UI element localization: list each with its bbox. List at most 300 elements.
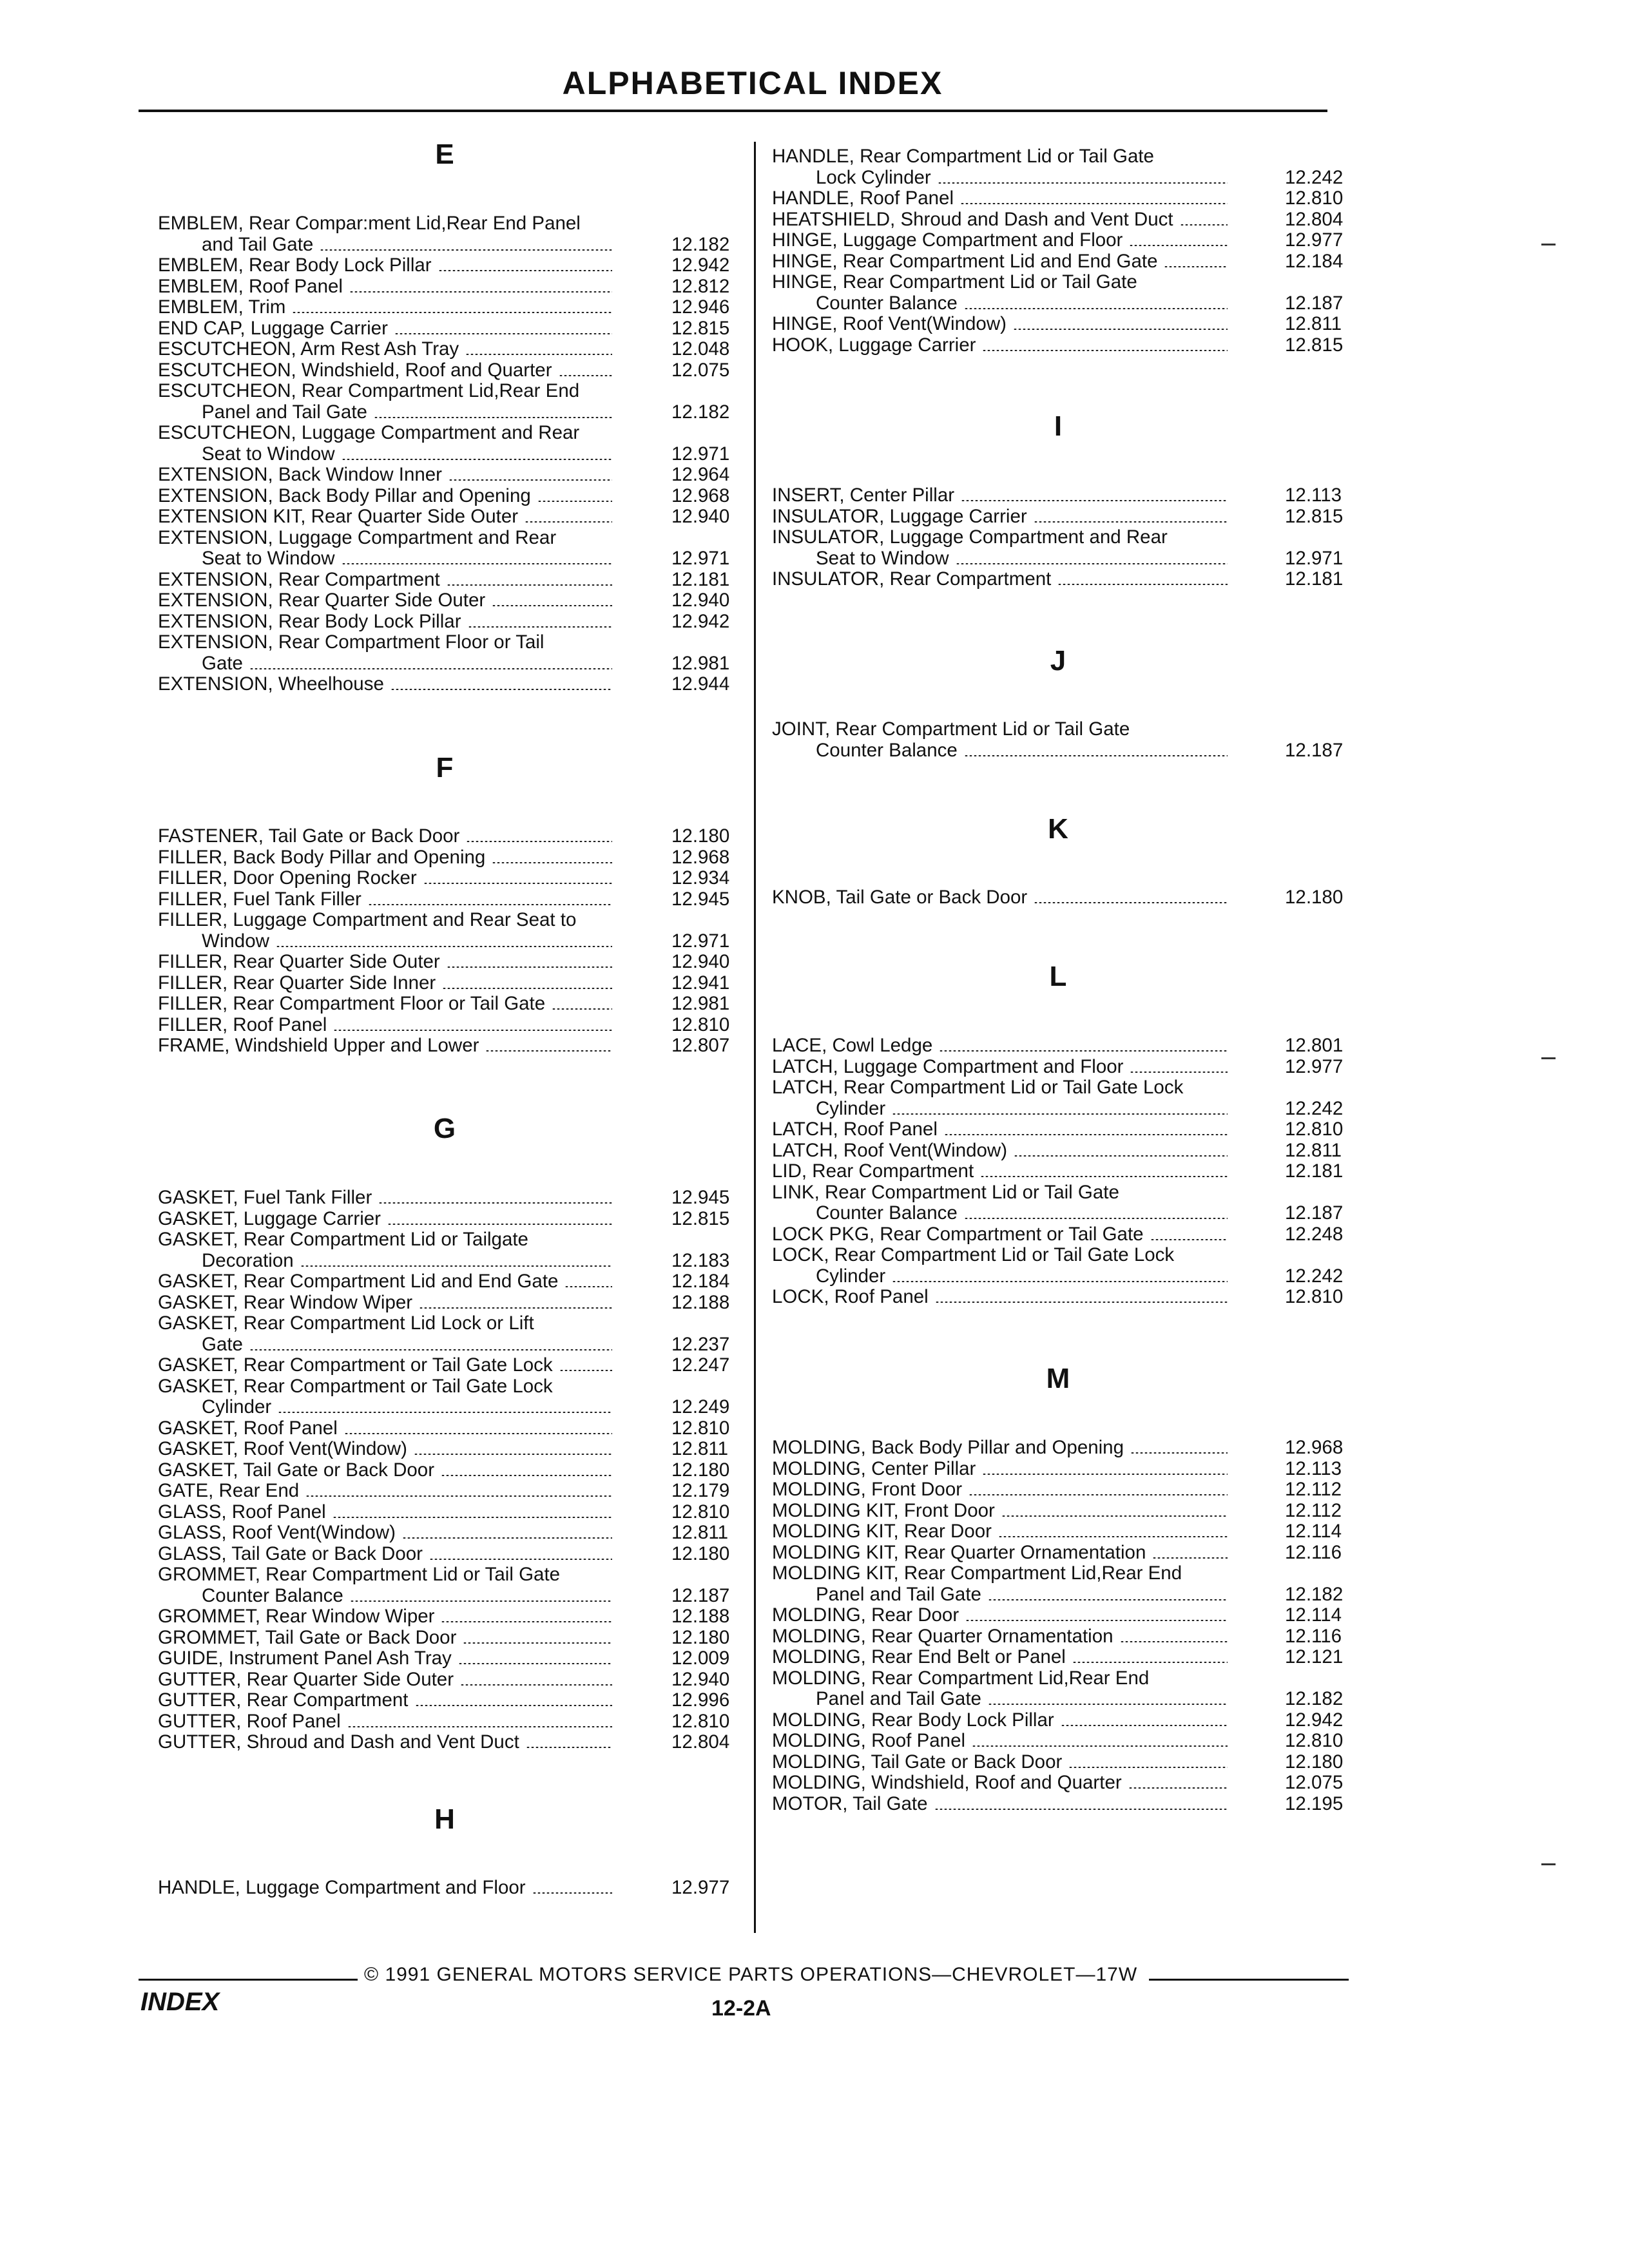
entry-page-number: 12.247 <box>671 1354 730 1376</box>
column-divider <box>754 142 756 1933</box>
entry-description-continued: Counter Balance <box>816 292 958 314</box>
dot-leader <box>249 668 612 669</box>
entry-description: EXTENSION, Rear Compartment Floor or Tail <box>158 631 545 653</box>
dot-leader <box>465 354 612 355</box>
entry-page-number: 12.940 <box>671 590 730 611</box>
index-entry <box>772 1500 1362 1521</box>
entry-page-number: 12.048 <box>671 338 730 360</box>
entry-page-number: 12.810 <box>671 1710 730 1732</box>
index-entry <box>158 972 749 994</box>
entry-page-number: 12.112 <box>1285 1499 1342 1521</box>
section-letter-m: M <box>1046 1363 1070 1394</box>
dot-leader <box>525 521 612 523</box>
dot-leader <box>320 249 612 251</box>
dot-leader <box>980 1176 1228 1177</box>
entry-description-continued: Counter Balance <box>816 739 958 761</box>
entry-page-number: 12.942 <box>671 255 730 276</box>
footer-rule-right <box>1149 1979 1349 1981</box>
entry-description-continued: Counter Balance <box>202 1584 343 1606</box>
index-entry <box>158 1669 749 1690</box>
index-entry <box>772 1286 1362 1307</box>
section-letter-i: I <box>1054 410 1063 442</box>
entry-page-number: 12.977 <box>1285 229 1344 251</box>
index-entry <box>772 209 1362 230</box>
index-entry <box>158 909 749 951</box>
entry-page-number: 12.180 <box>671 1459 730 1481</box>
index-entry <box>158 1312 749 1354</box>
index-entry <box>772 146 1362 187</box>
index-entry <box>158 1187 749 1208</box>
entry-description: LATCH, Rear Compartment Lid or Tail Gate Lock <box>772 1077 1184 1098</box>
index-entry <box>772 1119 1362 1140</box>
dot-leader <box>447 966 612 968</box>
entry-page-number: 12.116 <box>1285 1541 1342 1563</box>
entry-page-number: 12.811 <box>1285 1139 1342 1161</box>
index-entry <box>772 1160 1362 1182</box>
entry-description: HINGE, Rear Compartment Lid and End Gate <box>772 250 1158 272</box>
dot-leader <box>961 500 1228 501</box>
entry-description: KNOB, Tail Gate or Back Door <box>772 887 1028 908</box>
entry-description: GASKET, Roof Panel <box>158 1417 338 1439</box>
entry-page-number: 12.811 <box>671 1522 729 1543</box>
entry-description: LOCK PKG, Rear Compartment or Tail Gate <box>772 1223 1144 1245</box>
index-entry <box>158 1271 749 1292</box>
entry-description-continued: Panel and Tail Gate <box>816 1583 981 1605</box>
index-entry <box>772 485 1362 506</box>
index-entry <box>158 847 749 868</box>
entry-description: LATCH, Luggage Compartment and Floor <box>772 1055 1124 1077</box>
entry-description: HINGE, Rear Compartment Lid or Tail Gate <box>772 271 1137 293</box>
index-entry <box>158 1606 749 1627</box>
entry-page-number: 12.815 <box>671 317 730 339</box>
entry-page-number: 12.801 <box>1285 1035 1344 1056</box>
index-entry <box>158 506 749 527</box>
entry-description: GASKET, Rear Compartment Lid and End Gate <box>158 1271 559 1292</box>
index-entry <box>772 887 1362 908</box>
dot-leader <box>276 946 612 947</box>
dot-leader <box>1057 584 1228 585</box>
dot-leader <box>1001 1515 1228 1517</box>
entry-page-number: 12.188 <box>671 1291 730 1313</box>
entry-description: ESCUTCHEON, Rear Compartment Lid,Rear End <box>158 380 580 401</box>
entry-page-number: 12.940 <box>671 1668 730 1690</box>
entry-description: GROMMET, Tail Gate or Back Door <box>158 1626 457 1648</box>
entry-page-number: 12.981 <box>671 993 730 1014</box>
entry-page-number: 12.810 <box>1285 187 1344 209</box>
entry-description: MOLDING, Windshield, Roof and Quarter <box>772 1772 1122 1793</box>
index-entry <box>772 1646 1362 1667</box>
entry-description: GASKET, Rear Compartment or Tail Gate Lock <box>158 1375 553 1397</box>
dot-leader <box>988 1599 1228 1600</box>
dot-leader <box>1034 521 1228 523</box>
index-entry <box>158 1418 749 1439</box>
entry-description: INSULATOR, Luggage Compartment and Rear <box>772 526 1168 548</box>
entry-description: LID, Rear Compartment <box>772 1160 974 1182</box>
entry-page-number: 12.977 <box>671 1877 730 1898</box>
index-entry <box>772 271 1362 313</box>
entry-description: EXTENSION, Back Window Inner <box>158 464 443 485</box>
entry-description: ESCUTCHEON, Windshield, Roof and Quarter <box>158 359 552 381</box>
entry-page-number: 12.180 <box>671 1626 730 1648</box>
entry-description: MOLDING, Roof Panel <box>772 1730 966 1751</box>
index-entry <box>158 1627 749 1648</box>
entry-description: EMBLEM, Rear Compar:ment Lid,Rear End Panel <box>158 213 581 234</box>
entry-description: LACE, Cowl Ledge <box>772 1035 933 1056</box>
entry-page-number: 12.945 <box>671 1187 730 1208</box>
title-rule <box>139 110 1327 112</box>
index-entry <box>772 1458 1362 1479</box>
dot-leader <box>964 755 1228 756</box>
entry-page-number: 12.946 <box>671 296 730 318</box>
entry-description: LATCH, Roof Vent(Window) <box>772 1139 1008 1161</box>
entry-page-number: 12.981 <box>671 652 730 674</box>
dot-leader <box>1130 1452 1228 1454</box>
entry-page-number: 12.187 <box>1285 1202 1344 1224</box>
index-entry <box>158 1731 749 1753</box>
dot-leader <box>394 333 612 334</box>
entry-description: HINGE, Luggage Compartment and Floor <box>772 229 1123 251</box>
index-entry <box>772 1626 1362 1647</box>
entry-page-number: 12.811 <box>671 1438 729 1459</box>
entry-description: HINGE, Roof Vent(Window) <box>772 313 1007 334</box>
dot-leader <box>559 375 612 376</box>
dot-leader <box>305 1495 612 1497</box>
index-entry <box>772 1751 1362 1773</box>
dot-leader <box>300 1265 612 1267</box>
index-entry <box>158 1035 749 1056</box>
dot-leader <box>390 689 612 690</box>
entry-page-number: 12.944 <box>671 673 730 695</box>
index-entry <box>158 611 749 632</box>
dot-leader <box>988 1704 1228 1705</box>
dot-leader <box>939 1050 1228 1052</box>
entry-page-number: 12.181 <box>1285 1160 1344 1182</box>
entry-description: EXTENSION, Back Body Pillar and Opening <box>158 485 531 506</box>
entry-description: HANDLE, Luggage Compartment and Floor <box>158 1877 526 1898</box>
dot-leader <box>552 1008 612 1010</box>
index-entry <box>772 1035 1362 1056</box>
entry-page-number: 12.180 <box>1285 1751 1344 1773</box>
index-entry <box>772 506 1362 527</box>
entry-page-number: 12.237 <box>671 1333 730 1355</box>
index-entry <box>158 1480 749 1501</box>
index-entry <box>158 631 749 673</box>
dot-leader <box>441 1475 612 1476</box>
dot-leader <box>1061 1725 1228 1726</box>
dot-leader <box>349 291 612 293</box>
index-entry <box>158 1711 749 1732</box>
dot-leader <box>368 904 612 905</box>
index-entry <box>158 590 749 611</box>
entry-description: GUIDE, Instrument Panel Ash Tray <box>158 1648 452 1669</box>
entry-page-number: 12.113 <box>1285 485 1342 506</box>
index-entry <box>772 1709 1362 1731</box>
entry-description: MOLDING, Rear Quarter Ornamentation <box>772 1625 1113 1647</box>
index-entry <box>772 1077 1362 1119</box>
index-entry <box>158 255 749 276</box>
entry-page-number: 12.971 <box>671 930 730 952</box>
entry-description: HANDLE, Rear Compartment Lid or Tail Gate <box>772 146 1154 167</box>
dot-leader <box>982 1474 1228 1475</box>
section-letter-l: L <box>1049 961 1067 992</box>
section-letter-f: F <box>436 752 454 783</box>
index-entry <box>158 1292 749 1313</box>
dot-leader <box>526 1747 612 1748</box>
entry-page-number: 12.811 <box>1285 313 1342 334</box>
index-entry <box>158 1459 749 1481</box>
dot-leader <box>485 1050 612 1052</box>
entry-description-continued: Cylinder <box>816 1097 886 1119</box>
dot-leader <box>333 1517 612 1518</box>
entry-page-number: 12.810 <box>671 1501 730 1523</box>
entry-description: GATE, Rear End <box>158 1480 300 1501</box>
dot-leader <box>1034 902 1228 903</box>
index-entry <box>772 334 1362 356</box>
index-entry <box>158 1501 749 1523</box>
entry-page-number: 12.187 <box>671 1584 730 1606</box>
entry-description: END CAP, Luggage Carrier <box>158 317 388 339</box>
index-entry <box>772 251 1362 272</box>
dot-leader <box>1068 1767 1228 1768</box>
entry-description: GASKET, Rear Compartment Lid or Tailgate <box>158 1229 528 1250</box>
index-entry <box>158 569 749 590</box>
dot-leader <box>965 1620 1228 1621</box>
entry-description-continued: Counter Balance <box>816 1202 958 1224</box>
entry-page-number: 12.188 <box>671 1606 730 1627</box>
entry-page-number: 12.183 <box>671 1249 730 1271</box>
index-entry <box>772 1772 1362 1793</box>
entry-description: GLASS, Tail Gate or Back Door <box>158 1542 423 1564</box>
entry-page-number: 12.971 <box>671 548 730 569</box>
entry-description: INSULATOR, Rear Compartment <box>772 568 1052 590</box>
entry-page-number: 12.113 <box>1285 1457 1342 1479</box>
index-entry <box>772 568 1362 590</box>
dot-leader <box>423 883 612 884</box>
entry-description: LOCK, Rear Compartment Lid or Tail Gate Lock <box>772 1244 1175 1265</box>
index-entry <box>772 1604 1362 1626</box>
entry-description: GUTTER, Rear Quarter Side Outer <box>158 1668 454 1690</box>
index-entry <box>158 296 749 318</box>
index-entry <box>772 187 1362 209</box>
entry-description: GASKET, Rear Window Wiper <box>158 1291 413 1313</box>
entry-page-number: 12.114 <box>1285 1521 1342 1542</box>
entry-description-continued: Decoration <box>202 1249 294 1271</box>
index-entry <box>772 1244 1362 1286</box>
entry-description: MOLDING, Tail Gate or Back Door <box>772 1751 1063 1773</box>
index-entry <box>772 1056 1362 1077</box>
entry-description-continued: Cylinder <box>202 1396 272 1418</box>
index-entry <box>158 1543 749 1564</box>
entry-description: EXTENSION KIT, Rear Quarter Side Outer <box>158 506 519 527</box>
entry-description: FILLER, Roof Panel <box>158 1014 327 1035</box>
entry-description: MOTOR, Tail Gate <box>772 1792 928 1814</box>
entry-page-number: 12.114 <box>1285 1604 1342 1626</box>
dot-leader <box>249 1349 612 1350</box>
entry-page-number: 12.964 <box>671 464 730 485</box>
section-letter-h: H <box>434 1803 455 1835</box>
entry-description-continued: Cylinder <box>816 1265 886 1287</box>
entry-description-continued: Lock Cylinder <box>816 166 931 188</box>
entry-description: EXTENSION, Wheelhouse <box>158 673 384 695</box>
entry-description-continued: Gate <box>202 652 243 674</box>
index-entry <box>158 1522 749 1543</box>
entry-page-number: 12.804 <box>671 1731 730 1753</box>
entry-description: FILLER, Back Body Pillar and Opening <box>158 846 486 868</box>
entry-page-number: 12.182 <box>1285 1688 1344 1709</box>
entry-description-continued: Seat to Window <box>816 547 949 569</box>
entry-description: HEATSHIELD, Shroud and Dash and Vent Duct <box>772 208 1173 230</box>
entry-description: MOLDING, Rear End Belt or Panel <box>772 1646 1066 1667</box>
dot-leader <box>559 1370 612 1371</box>
entry-description: FILLER, Fuel Tank Filler <box>158 888 361 910</box>
index-entry <box>158 1229 749 1271</box>
dot-leader <box>982 350 1228 351</box>
dot-leader <box>944 1134 1228 1135</box>
dot-leader <box>342 563 612 564</box>
entry-page-number: 12.009 <box>671 1648 730 1669</box>
dot-leader <box>938 182 1228 184</box>
index-entry <box>158 1648 749 1669</box>
dot-leader <box>344 1433 612 1434</box>
index-entry <box>158 889 749 910</box>
entry-description: FASTENER, Tail Gate or Back Door <box>158 825 460 847</box>
entry-description-continued: Panel and Tail Gate <box>202 401 367 423</box>
index-entry <box>158 1376 749 1418</box>
entry-page-number: 12.248 <box>1285 1223 1344 1245</box>
index-entry <box>772 1437 1362 1458</box>
index-entry <box>158 464 749 485</box>
index-entry <box>772 1479 1362 1500</box>
dot-leader <box>1180 224 1228 226</box>
entry-description: MOLDING KIT, Rear Compartment Lid,Rear End <box>772 1562 1182 1584</box>
dot-leader <box>1120 1641 1228 1642</box>
entry-page-number: 12.180 <box>671 825 730 847</box>
entry-page-number: 12.815 <box>1285 334 1344 356</box>
dot-leader <box>333 1030 612 1031</box>
dot-leader <box>414 1454 612 1455</box>
entry-page-number: 12.195 <box>1285 1792 1344 1814</box>
entry-description: FILLER, Rear Compartment Floor or Tail Gate <box>158 993 546 1014</box>
entry-page-number: 12.180 <box>671 1542 730 1564</box>
entry-page-number: 12.249 <box>671 1396 730 1418</box>
entry-description-continued: and Tail Gate <box>202 233 314 255</box>
dot-leader <box>532 1892 612 1894</box>
index-entry <box>158 1438 749 1459</box>
entry-description: GASKET, Luggage Carrier <box>158 1207 381 1229</box>
entry-description: INSERT, Center Pillar <box>772 485 955 506</box>
section-letter-k: K <box>1048 813 1068 845</box>
entry-page-number: 12.968 <box>671 485 730 506</box>
entry-description: MOLDING, Rear Door <box>772 1604 959 1626</box>
entry-description: GLASS, Roof Panel <box>158 1501 326 1523</box>
dot-leader <box>350 1600 612 1602</box>
entry-page-number: 12.116 <box>1285 1625 1342 1647</box>
index-entry <box>158 825 749 847</box>
index-entry <box>158 867 749 889</box>
dot-leader <box>935 1302 1228 1303</box>
dot-leader <box>442 988 612 989</box>
entry-description: MOLDING, Front Door <box>772 1479 963 1500</box>
dot-leader <box>1129 245 1228 246</box>
entry-page-number: 12.941 <box>671 972 730 994</box>
entry-description: MOLDING KIT, Rear Quarter Ornamentation <box>772 1541 1146 1563</box>
entry-page-number: 12.977 <box>1285 1055 1344 1077</box>
index-entry <box>158 422 749 464</box>
dot-leader <box>292 312 612 313</box>
entry-page-number: 12.812 <box>671 275 730 297</box>
margin-tick <box>1541 1057 1556 1059</box>
dot-leader <box>466 841 612 842</box>
entry-page-number: 12.810 <box>671 1014 730 1035</box>
entry-description: GASKET, Tail Gate or Back Door <box>158 1459 435 1481</box>
entry-page-number: 12.968 <box>671 846 730 868</box>
entry-page-number: 12.184 <box>671 1271 730 1292</box>
index-entry <box>772 1667 1362 1709</box>
dot-leader <box>537 501 612 502</box>
entry-description: GUTTER, Rear Compartment <box>158 1689 409 1711</box>
dot-leader <box>964 308 1228 309</box>
entry-page-number: 12.182 <box>1285 1583 1344 1605</box>
entry-page-number: 12.810 <box>1285 1286 1344 1307</box>
index-entry <box>158 673 749 695</box>
entry-description: ESCUTCHEON, Luggage Compartment and Rear <box>158 422 580 443</box>
index-entry <box>772 1793 1362 1814</box>
dot-leader <box>1152 1557 1228 1559</box>
footer-copyright: © 1991 GENERAL MOTORS SERVICE PARTS OPERATIONS—CHEVROLET—17W <box>364 1964 1138 1985</box>
dot-leader <box>956 563 1228 564</box>
entry-description: GASKET, Rear Compartment or Tail Gate Lock <box>158 1354 553 1376</box>
entry-description: MOLDING KIT, Front Door <box>772 1499 995 1521</box>
entry-page-number: 12.184 <box>1285 250 1344 272</box>
footer-page-number: 12-2A <box>711 1996 771 2021</box>
index-entry <box>158 338 749 360</box>
entry-description-continued: Seat to Window <box>202 443 335 465</box>
dot-leader <box>492 862 612 863</box>
entry-description: HANDLE, Roof Panel <box>772 187 954 209</box>
entry-description: FILLER, Rear Quarter Side Inner <box>158 972 436 994</box>
entry-description: MOLDING, Rear Body Lock Pillar <box>772 1709 1054 1731</box>
entry-page-number: 12.971 <box>671 443 730 465</box>
index-entry <box>772 1224 1362 1245</box>
entry-description: EMBLEM, Trim <box>158 296 286 318</box>
entry-description: FILLER, Luggage Compartment and Rear Seat to <box>158 909 577 930</box>
entry-page-number: 12.934 <box>671 867 730 889</box>
index-entry <box>158 1877 749 1898</box>
index-entry <box>158 380 749 422</box>
entry-page-number: 12.182 <box>671 233 730 255</box>
entry-description: FRAME, Windshield Upper and Lower <box>158 1035 479 1056</box>
entry-description: INSULATOR, Luggage Carrier <box>772 505 1027 527</box>
entry-page-number: 12.940 <box>671 506 730 527</box>
dot-leader <box>564 1286 612 1287</box>
entry-page-number: 12.179 <box>671 1480 730 1501</box>
dot-leader <box>892 1113 1228 1115</box>
entry-page-number: 12.804 <box>1285 208 1344 230</box>
dot-leader <box>463 1642 612 1644</box>
entry-description: EMBLEM, Rear Body Lock Pillar <box>158 255 432 276</box>
entry-page-number: 12.242 <box>1285 1265 1344 1287</box>
entry-description-continued: Panel and Tail Gate <box>816 1688 981 1709</box>
entry-description: GASKET, Rear Compartment Lid Lock or Lift <box>158 1312 534 1334</box>
index-entry <box>772 1730 1362 1751</box>
dot-leader <box>458 1663 612 1664</box>
index-entry <box>158 1564 749 1606</box>
dot-leader <box>1072 1662 1228 1663</box>
entry-description: GUTTER, Roof Panel <box>158 1710 341 1732</box>
index-entry <box>772 1182 1362 1224</box>
index-entry <box>772 526 1362 568</box>
entry-page-number: 12.815 <box>1285 505 1344 527</box>
